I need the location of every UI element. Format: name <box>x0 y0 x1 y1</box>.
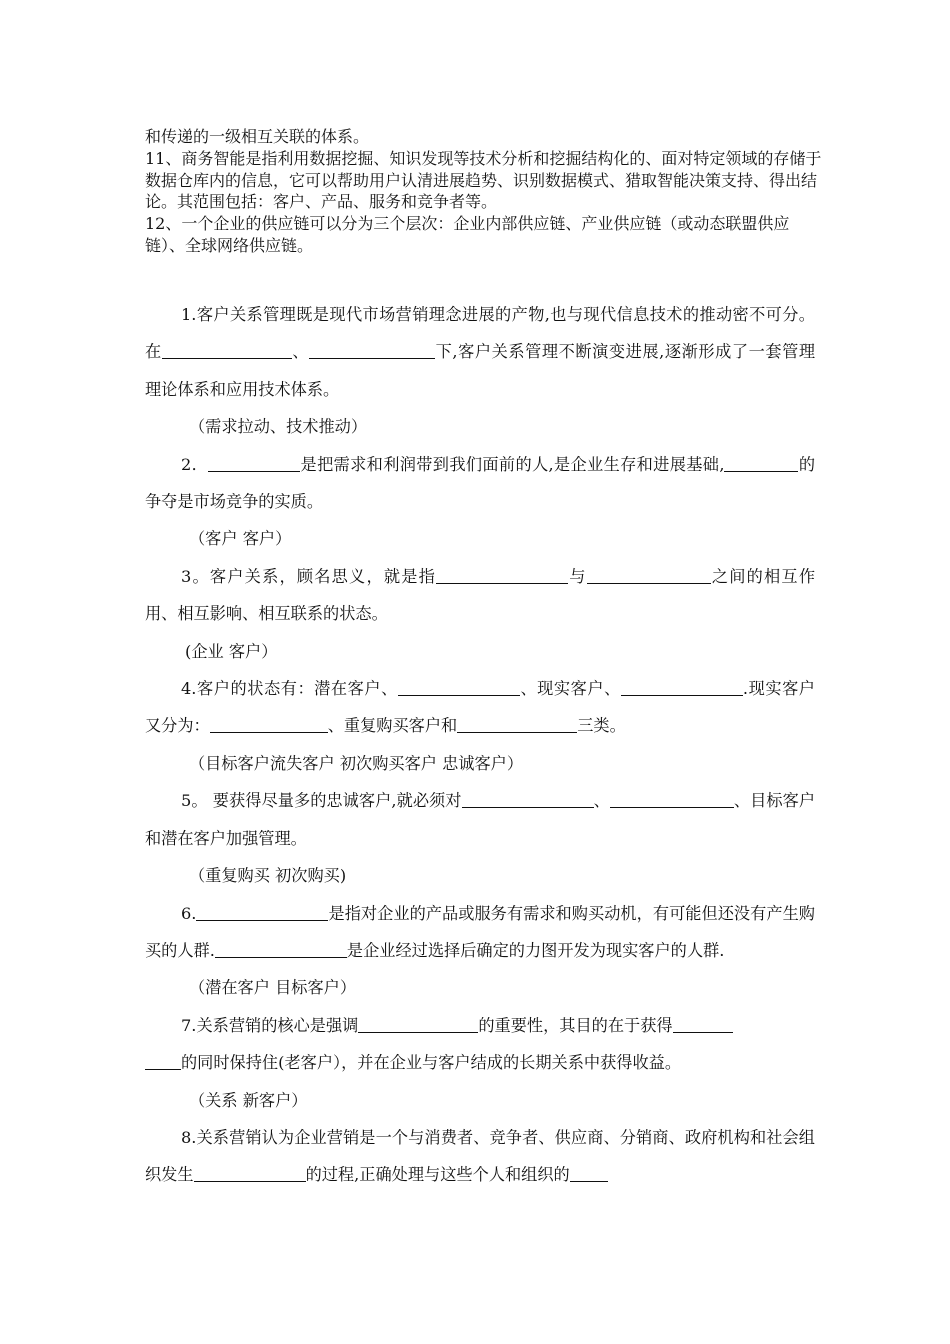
answer-blank <box>457 716 577 733</box>
answer-2: （客户 客户） <box>189 529 292 549</box>
question-text: .现实客户又分为： <box>145 679 815 736</box>
question-5 <box>145 782 815 857</box>
answer-blank <box>436 567 568 584</box>
answer-blank <box>196 903 328 920</box>
question-text: 与 <box>568 566 587 586</box>
answer-blank <box>215 941 347 958</box>
answer-blank <box>621 679 743 696</box>
question-text: 的同时保持住(老客户），并在企业与客户结成的长期关系中获得收益。 <box>181 1053 682 1073</box>
question-text: 的争夺是市场竞争的实质。 <box>145 454 816 512</box>
question-3 <box>145 558 815 633</box>
question-text: 7.关系营销的核心是强调 <box>181 1015 359 1035</box>
answer-blank <box>210 716 328 733</box>
intro-paragraph-12: 12、一个企业的供应链可以分为三个层次：企业内部供应链、产业供应链（或动态联盟供应链）、全球网络供应链。 <box>145 214 790 255</box>
answer-blank <box>208 454 300 471</box>
question-text: 下,客户关系管理不断演变进展,逐渐形成了一套管理理论体系和应用技术体系。 <box>145 342 816 399</box>
answer-1: （需求拉动、技术推动） <box>189 417 368 437</box>
question-text: 是指对企业的产品或服务有需求和购买动机，有可能但还没有产生购买的人群. <box>145 903 815 960</box>
question-text: 4.客户的状态有：潜在客户、 <box>181 679 398 699</box>
answer-blank <box>570 1165 608 1182</box>
intro-paragraph-11: 11、商务智能是指利用数据挖掘、知识发现等技术分析和挖掘结构化的、面对特定领域的存储于数据仓库内的信息，它可以帮助用户认清进展趋势、识别数据模式、猎取智能决策支持、得出结论。其范围包括：客户、产品、服务和竞争者等。 <box>145 148 822 212</box>
answer-blank <box>194 1165 306 1182</box>
question-text: 三类。 <box>577 716 626 736</box>
question-6 <box>145 895 815 970</box>
question-text: 8.关系营销认为企业营销是一个与消费者、竞争者、供应商、分销商、政府机构和社会组织发生 <box>145 1127 815 1185</box>
answer-7: （关系 新客户） <box>189 1090 308 1110</box>
answer-blank <box>673 1016 733 1033</box>
question-text: 6. <box>181 903 197 923</box>
fill-in-questions <box>145 296 815 1194</box>
question-1 <box>145 296 815 408</box>
answer-5: （重复购买 初次购买) <box>189 866 347 886</box>
answer-6: （潜在客户 目标客户） <box>189 978 357 998</box>
answer-blank <box>145 1053 181 1070</box>
question-text: 的过程,正确处理与这些个人和组织的 <box>305 1165 570 1185</box>
answer-blank <box>162 342 292 359</box>
question-text: 、 <box>291 342 310 362</box>
answer-blank <box>358 1016 478 1033</box>
question-text: 是把需求和利润带到我们面前的人,是企业生存和进展基础, <box>300 454 725 474</box>
question-text: 、现实客户、 <box>519 679 621 699</box>
answer-blank <box>724 454 798 471</box>
intro-section <box>145 126 825 257</box>
answer-blank <box>610 791 734 808</box>
question-text: 、重复购买客户和 <box>327 716 458 736</box>
answer-blank <box>462 791 594 808</box>
question-text: 、 <box>593 791 610 811</box>
question-2 <box>145 446 815 521</box>
question-text: 3。客户关系，顾名思义，就是指 <box>181 566 437 586</box>
intro-paragraph-0: 和传递的一级相互关联的体系。 <box>145 127 370 146</box>
answer-blank <box>398 679 520 696</box>
answer-blank <box>309 342 435 359</box>
question-7 <box>145 1007 815 1082</box>
answer-blank <box>587 567 711 584</box>
question-text: 1.客户关系管理既是现代市场营销理念进展的产物,也与现代信息技术的推动密不可分。在 <box>145 305 815 362</box>
question-4 <box>145 670 815 745</box>
answer-4: （目标客户流失客户 初次购买客户 忠诚客户） <box>189 753 524 773</box>
question-text: 的重要性，其目的在于获得 <box>478 1015 673 1035</box>
question-text: 之间的相互作用、相互影响、相互联系的状态。 <box>145 566 816 624</box>
question-8 <box>145 1119 815 1194</box>
answer-3: (企业 客户） <box>185 641 278 661</box>
question-text: 、目标客户和潜在客户加强管理。 <box>145 791 816 848</box>
question-text: 2． <box>181 454 209 474</box>
question-text: 是企业经过选择后确定的力图开发为现实客户的人群. <box>346 940 725 960</box>
question-text: 5。 要获得尽量多的忠诚客户,就必须对 <box>181 791 462 811</box>
